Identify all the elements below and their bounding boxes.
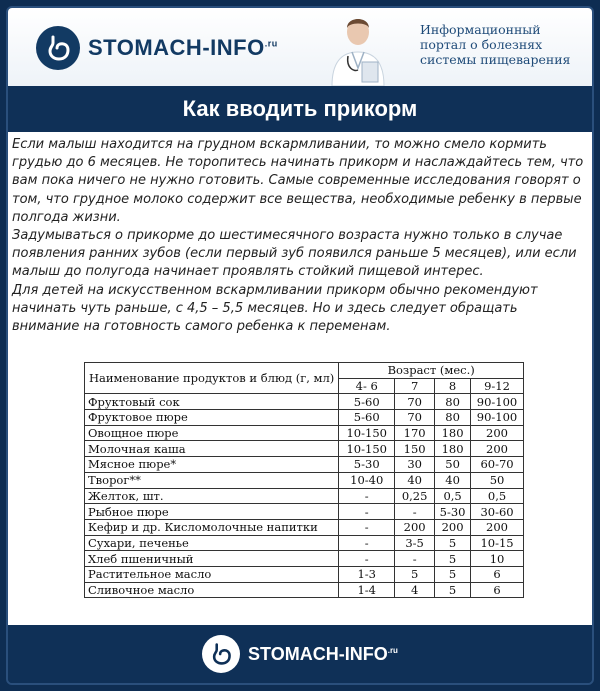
footer-logo-text: STOMACH-$INFO^{.ru}$ xyxy=(248,643,398,664)
amount-cell: 10 xyxy=(471,551,524,567)
table-row xyxy=(85,457,524,473)
amount-cell: 3-5 xyxy=(395,535,435,551)
amount-cell: 5 xyxy=(435,582,471,598)
product-name-cell: Молочная каша xyxy=(85,441,339,457)
product-name-cell: Мясное пюре* xyxy=(85,457,339,473)
amount-cell: 200 xyxy=(395,519,435,535)
amount-cell: 5 xyxy=(435,566,471,582)
table-row xyxy=(85,472,524,488)
product-name-cell: Рыбное пюре xyxy=(85,504,339,520)
portal-tagline: Информационный портал о болезнях системы пищеварения xyxy=(420,22,571,67)
amount-cell: 5-30 xyxy=(339,457,395,473)
amount-cell: 10-15 xyxy=(471,535,524,551)
paragraph: Если малыш находится на грудном вскармливании, то можно смело кормить грудью до 6 месяцев. Не торопитесь начинать прикорм и наслаждайтесь тем, что вам пока ничего не нужно готовить. Самые современные исследования говорят о том, что грудное молоко содержит все вещества, необходимые ребенку в первые полгода жизни. xyxy=(12,137,584,225)
amount-cell: 5 xyxy=(395,566,435,582)
amount-cell: 5-60 xyxy=(339,394,395,410)
footer xyxy=(8,625,592,683)
feeding-table xyxy=(84,362,524,598)
article-text xyxy=(12,136,586,336)
product-name-cell: Хлеб пшеничный xyxy=(85,551,339,567)
product-name-cell: Фруктовый сок xyxy=(85,394,339,410)
table-row xyxy=(85,582,524,598)
amount-cell: 90-100 xyxy=(471,394,524,410)
amount-cell: - xyxy=(339,488,395,504)
amount-cell: 200 xyxy=(471,425,524,441)
table-row xyxy=(85,410,524,426)
table-row xyxy=(85,425,524,441)
content-area xyxy=(8,132,592,625)
amount-cell: 1-4 xyxy=(339,582,395,598)
amount-cell: 5 xyxy=(435,551,471,567)
title-bar xyxy=(8,86,592,132)
table-row xyxy=(85,519,524,535)
amount-cell: - xyxy=(339,504,395,520)
amount-cell: - xyxy=(395,504,435,520)
amount-cell: 0,5 xyxy=(435,488,471,504)
amount-cell: 30-60 xyxy=(471,504,524,520)
amount-cell: 50 xyxy=(471,472,524,488)
amount-cell: 10-40 xyxy=(339,472,395,488)
amount-cell: 10-150 xyxy=(339,441,395,457)
product-name-cell: Желток, шт. xyxy=(85,488,339,504)
amount-cell: 6 xyxy=(471,582,524,598)
table-row xyxy=(85,441,524,457)
table-row xyxy=(85,535,524,551)
infographic-card xyxy=(6,6,594,685)
amount-cell: 170 xyxy=(395,425,435,441)
amount-cell: 180 xyxy=(435,441,471,457)
header xyxy=(8,8,592,86)
amount-cell: 5-60 xyxy=(339,410,395,426)
page-title: Как вводить прикорм xyxy=(182,96,418,121)
age-column-header: 8 xyxy=(435,378,471,394)
footer-logo[interactable] xyxy=(202,635,398,673)
age-column-header: 4- 6 xyxy=(339,378,395,394)
table-row xyxy=(85,504,524,520)
amount-cell: 80 xyxy=(435,394,471,410)
product-name-cell: Сливочное масло xyxy=(85,582,339,598)
amount-cell: - xyxy=(339,551,395,567)
logo-text: STOMACH-$INFO^{.ru}$ xyxy=(88,35,278,60)
amount-cell: 6 xyxy=(471,566,524,582)
stomach-icon xyxy=(36,26,80,70)
table-row xyxy=(85,551,524,567)
paragraph: Для детей на искусственном вскармливании прикорм обычно рекомендуют начинать чуть раньше, с 4,5 – 5,5 месяцев. Но и здесь следует обращать внимание на готовность самого ребенка к переменам. xyxy=(12,282,538,335)
amount-cell: - xyxy=(339,535,395,551)
product-name-cell: Фруктовое пюре xyxy=(85,410,339,426)
amount-cell: 0,25 xyxy=(395,488,435,504)
amount-cell: 4 xyxy=(395,582,435,598)
amount-cell: 5 xyxy=(435,535,471,551)
age-column-header: 9-12 xyxy=(471,378,524,394)
table-row xyxy=(85,394,524,410)
amount-cell: 70 xyxy=(395,410,435,426)
product-name-cell: Растительное масло xyxy=(85,566,339,582)
paragraph: Задумываться о прикорме до шестимесячного возраста нужно только в случае появления ранних зубов (если первый зуб появился раньше 5 месяцев), или если малыш до полугода начинает проявлять стойкий пищевой интерес. xyxy=(12,228,577,280)
amount-cell: 0,5 xyxy=(471,488,524,504)
amount-cell: 70 xyxy=(395,394,435,410)
amount-cell: 40 xyxy=(435,472,471,488)
amount-cell: 90-100 xyxy=(471,410,524,426)
amount-cell: 150 xyxy=(395,441,435,457)
product-name-cell: Кефир и др. Кисломолочные напитки xyxy=(85,519,339,535)
amount-cell: - xyxy=(395,551,435,567)
age-column-header: 7 xyxy=(395,378,435,394)
site-logo[interactable] xyxy=(36,26,278,70)
amount-cell: 5-30 xyxy=(435,504,471,520)
amount-cell: 40 xyxy=(395,472,435,488)
product-name-cell: Творог** xyxy=(85,472,339,488)
amount-cell: 60-70 xyxy=(471,457,524,473)
amount-cell: 10-150 xyxy=(339,425,395,441)
amount-cell: 200 xyxy=(471,441,524,457)
amount-cell: 80 xyxy=(435,410,471,426)
table-row xyxy=(85,488,524,504)
amount-cell: 200 xyxy=(471,519,524,535)
doctor-icon xyxy=(318,12,398,86)
amount-cell: - xyxy=(339,519,395,535)
amount-cell: 200 xyxy=(435,519,471,535)
amount-cell: 50 xyxy=(435,457,471,473)
product-column-header: Наименование продуктов и блюд (г, мл) xyxy=(85,363,339,394)
product-name-cell: Овощное пюре xyxy=(85,425,339,441)
amount-cell: 180 xyxy=(435,425,471,441)
table-row xyxy=(85,566,524,582)
stomach-icon xyxy=(202,635,240,673)
amount-cell: 1-3 xyxy=(339,566,395,582)
amount-cell: 30 xyxy=(395,457,435,473)
product-name-cell: Сухари, печенье xyxy=(85,535,339,551)
age-header: Возраст (мес.) xyxy=(339,363,524,379)
